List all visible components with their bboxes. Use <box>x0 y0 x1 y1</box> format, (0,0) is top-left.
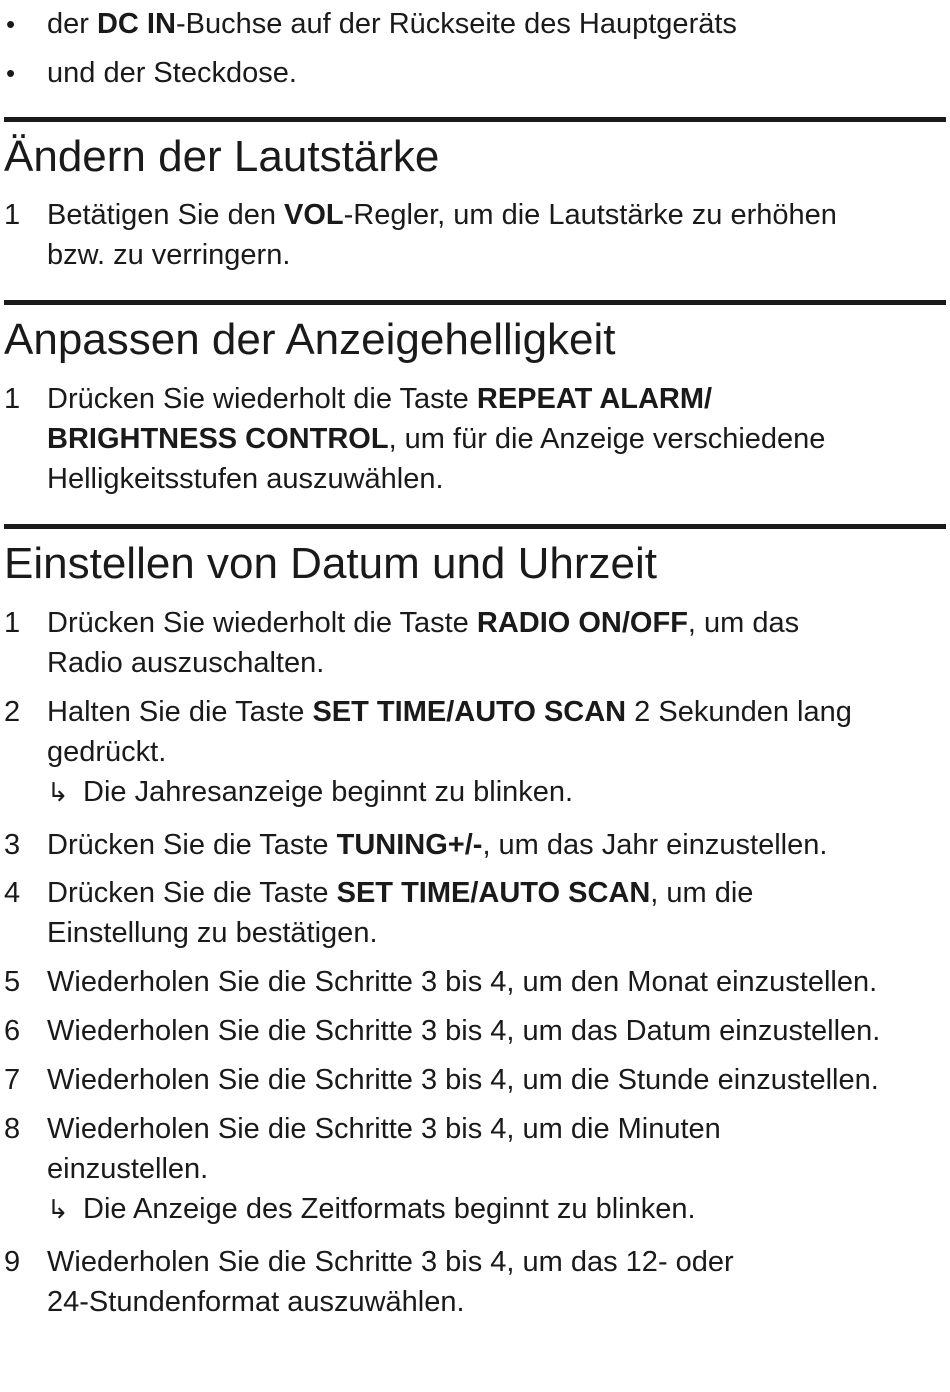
step-text-pre: bzw. zu verringern. <box>47 239 291 271</box>
step-text-bold: REPEAT ALARM/ <box>476 383 713 415</box>
section-title: Einstellen von Datum und Uhrzeit <box>4 539 657 588</box>
step-number: 6 <box>4 1015 21 1047</box>
step-text-pre: Wiederholen Sie die Schritte 3 bis 4, um die Stunde einzustellen. <box>47 1064 879 1096</box>
bullet-text-pre: der <box>47 8 97 40</box>
step-text <box>47 913 378 953</box>
step-text-pre: Drücken Sie wiederholt die Taste <box>47 383 477 415</box>
step-number: 8 <box>4 1113 21 1145</box>
step-text <box>47 1282 465 1322</box>
step-text-pre: 24-Stundenformat auszuwählen. <box>47 1286 465 1318</box>
step-result <box>47 772 573 812</box>
step-text <box>47 379 712 419</box>
step-text-pre: gedrückt. <box>47 736 167 768</box>
step-text <box>47 643 324 683</box>
step-number: 7 <box>4 1064 21 1096</box>
section-divider <box>4 300 946 305</box>
step-text <box>47 825 827 865</box>
step-text <box>47 1242 734 1282</box>
step-text-post: , um die <box>650 877 754 909</box>
result-text: Die Jahresanzeige beginnt zu blinken. <box>83 776 574 808</box>
result-arrow-icon: ↳ <box>47 1194 69 1224</box>
section-divider <box>4 524 946 529</box>
step-text-bold: SET TIME/AUTO SCAN <box>312 696 627 728</box>
step-number: 1 <box>4 199 21 231</box>
step-text-pre: Betätigen Sie den <box>47 199 285 231</box>
step-text <box>47 962 877 1002</box>
step-text <box>47 1109 721 1149</box>
step-text-pre: Wiederholen Sie die Schritte 3 bis 4, um das Datum einzustellen. <box>47 1015 881 1047</box>
step-text-pre: Wiederholen Sie die Schritte 3 bis 4, um den Monat einzustellen. <box>47 966 878 998</box>
section-date-time <box>0 524 946 604</box>
step-text <box>47 603 799 643</box>
step-text-bold: BRIGHTNESS CONTROL <box>47 423 389 455</box>
step-text-post: -Regler, um die Lautstärke zu erhöhen <box>343 199 837 231</box>
bullet-dot-icon: • <box>6 58 16 88</box>
section-title: Ändern der Lautstärke <box>4 132 440 181</box>
step-text-pre: Drücken Sie die Taste <box>47 877 337 909</box>
step-text-pre: Einstellung zu bestätigen. <box>47 917 378 949</box>
step-text <box>47 195 837 235</box>
step-number: 1 <box>4 607 21 639</box>
step-text-bold: SET TIME/AUTO SCAN <box>336 877 651 909</box>
step-text <box>47 459 444 499</box>
section-title: Anpassen der Anzeigehelligkeit <box>4 315 616 364</box>
bullet-text-post: -Buchse auf der Rückseite des Hauptgeräts <box>175 8 737 40</box>
step-text-pre: Drücken Sie die Taste <box>47 829 337 861</box>
step-number: 5 <box>4 966 21 998</box>
result-arrow-icon: ↳ <box>47 777 69 807</box>
step-text-post: , um das Jahr einzustellen. <box>482 829 828 861</box>
step-text-post: 2 Sekunden lang <box>626 696 852 728</box>
step-text-post: , um für die Anzeige verschiedene <box>388 423 826 455</box>
step-text-pre: Wiederholen Sie die Schritte 3 bis 4, um die Minuten <box>47 1113 721 1145</box>
step-text <box>47 732 166 772</box>
bullet-dot-icon: • <box>6 9 16 39</box>
step-number: 9 <box>4 1246 21 1278</box>
step-text <box>47 873 753 913</box>
section-brightness <box>0 300 946 380</box>
step-number: 4 <box>4 877 21 909</box>
step-text <box>47 1060 879 1100</box>
step-text-bold: VOL <box>284 199 344 231</box>
step-text <box>47 1011 880 1051</box>
step-text-bold: TUNING+/- <box>336 829 483 861</box>
step-text-pre: Helligkeitsstufen auszuwählen. <box>47 463 444 495</box>
bullet-text <box>47 2 737 46</box>
step-text-pre: Drücken Sie wiederholt die Taste <box>47 607 477 639</box>
step-text-pre: Radio auszuschalten. <box>47 647 325 679</box>
step-text-post: , um das <box>687 607 800 639</box>
step-result <box>47 1189 696 1229</box>
step-text <box>47 235 290 275</box>
step-text <box>47 419 825 459</box>
bullet-text <box>47 51 297 95</box>
step-text-pre: einzustellen. <box>47 1153 209 1185</box>
step-text-pre: Wiederholen Sie die Schritte 3 bis 4, um das 12- oder <box>47 1246 734 1278</box>
result-text: Die Anzeige des Zeitformats beginnt zu blinken. <box>83 1193 696 1225</box>
step-text <box>47 692 852 732</box>
bullet-text-bold: DC IN <box>96 8 176 40</box>
step-text <box>47 1149 208 1189</box>
step-text-bold: RADIO ON/OFF <box>476 607 688 639</box>
step-text-pre: Halten Sie die Taste <box>47 696 313 728</box>
step-number: 1 <box>4 383 21 415</box>
step-number: 3 <box>4 829 21 861</box>
section-divider <box>4 117 946 122</box>
bullet-text-pre: und der Steckdose. <box>47 57 297 89</box>
step-number: 2 <box>4 696 21 728</box>
